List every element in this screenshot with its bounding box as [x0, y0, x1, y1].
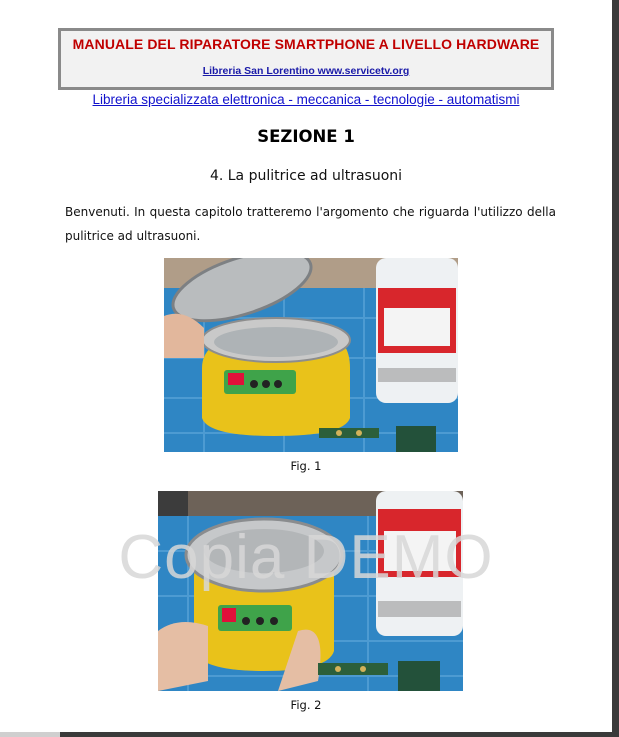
intro-paragraph: Benvenuti. In questa capitolo tratteremo l'argomento che riguarda l'utilizzo della pulitrice ad ultrasuoni. [65, 205, 556, 243]
header-title: MANUALE DEL RIPARATORE SMARTPHONE A LIVELLO HARDWARE [72, 36, 540, 52]
section-heading: SEZIONE 1 [257, 127, 355, 146]
viewer-right-edge [612, 0, 619, 737]
viewer-bottom-edge-left [0, 732, 60, 737]
header-box [58, 28, 554, 90]
figure-2-photo [158, 491, 463, 691]
demo-watermark: Copia DEMO [118, 523, 494, 592]
header-link[interactable]: Libreria San Lorentino www.servicetv.org [202, 65, 410, 77]
subtitle-link[interactable]: Libreria specializzata elettronica - meccanica - tecnologie - automatismi [92, 92, 520, 107]
chapter-heading: 4. La pulitrice ad ultrasuoni [209, 168, 403, 184]
figure-1-photo [164, 258, 458, 452]
figure-1-caption: Fig. 1 [290, 459, 322, 473]
viewer-bottom-edge [60, 732, 619, 737]
figure-2-caption: Fig. 2 [290, 698, 322, 712]
